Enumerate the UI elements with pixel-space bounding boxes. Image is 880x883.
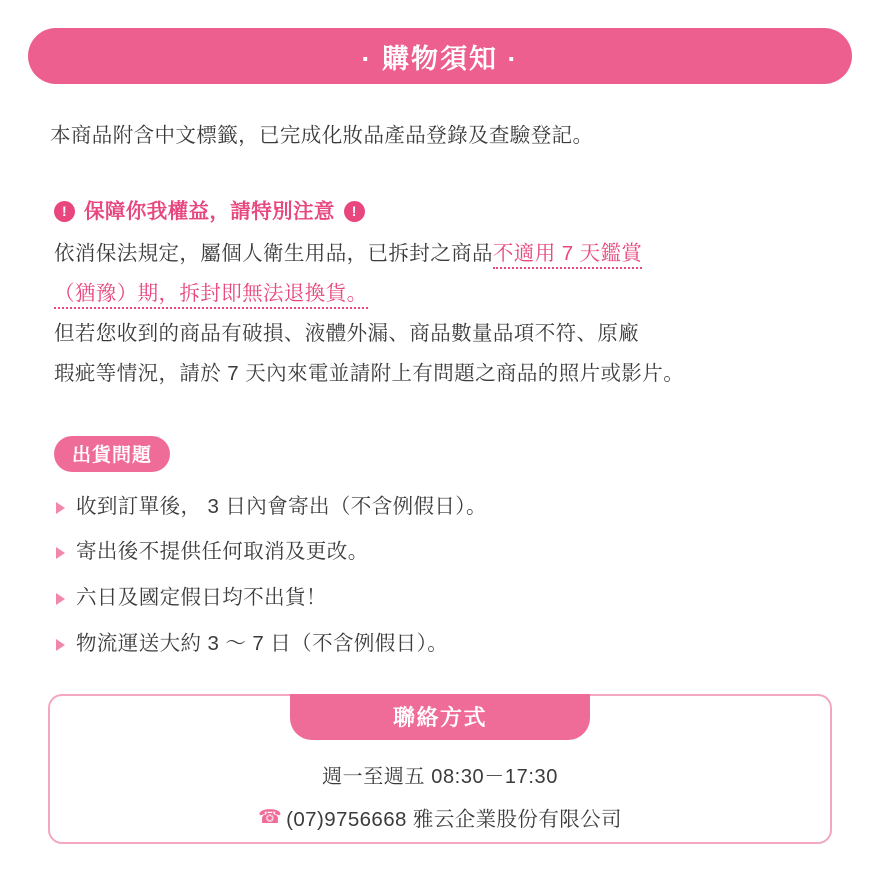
triangle-bullet-icon [56, 502, 65, 514]
warning-icon-left: ! [54, 201, 75, 222]
list-item-label: 收到訂單後， 3 日內會寄出（不含例假日）。 [76, 494, 487, 518]
list-item-label: 物流運送大約 3 ～ 7 日（不含例假日）。 [76, 631, 449, 655]
list-item [56, 583, 830, 614]
list-item [56, 629, 830, 660]
list-item-label: 六日及國定假日均不出貨！ [76, 586, 327, 610]
section-tag-shipping: 出貨問題 [54, 436, 170, 472]
notice-line-2 [54, 274, 830, 314]
notice-line-1 [54, 234, 830, 274]
triangle-bullet-icon [56, 547, 65, 559]
triangle-bullet-icon [56, 593, 65, 605]
contact-card-title: 聯絡方式 [290, 694, 590, 740]
contact-details [50, 760, 830, 832]
shopping-notice-page [0, 28, 880, 883]
contact-card [48, 694, 832, 844]
notice-line-1-text: 依消保法規定，屬個人衛生用品，已拆封之商品 [54, 241, 493, 265]
page-title-banner [28, 28, 852, 84]
notice-block [54, 192, 830, 394]
contact-phone-label[interactable]: (07)9756668 雅云企業股份有限公司 [286, 807, 622, 831]
notice-heading-text: 保障你我權益，請特別注意 [84, 199, 335, 223]
list-item [56, 492, 830, 523]
shipping-list [0, 492, 880, 660]
notice-line-3: 但若您收到的商品有破損、液體外漏、商品數量品項不符、原廠 [54, 321, 640, 345]
page-title: · 購物須知 · [361, 43, 519, 74]
contact-phone-row[interactable] [50, 802, 830, 832]
notice-line-4: 瑕疵等情況，請於 7 天內來電並請附上有問題之商品的照片或影片。 [54, 361, 685, 385]
notice-heading-row [54, 192, 830, 232]
list-item-label: 寄出後不提供任何取消及更改。 [76, 540, 369, 564]
warning-icon-right: ! [344, 201, 365, 222]
triangle-bullet-icon [56, 639, 65, 651]
contact-hours: 週一至週五 08:30－17:30 [322, 765, 558, 788]
list-item [56, 537, 830, 568]
notice-line-1-highlight: 不適用 7 天鑑賞 [493, 242, 642, 269]
notice-line-2-highlight: （猶豫）期，拆封即無法退換貨。 [54, 282, 368, 309]
phone-icon: ☎ [258, 807, 283, 829]
intro-paragraph: 本商品附含中文標籤，已完成化妝品產品登錄及查驗登記。 [50, 124, 594, 147]
notice-body [54, 234, 830, 394]
